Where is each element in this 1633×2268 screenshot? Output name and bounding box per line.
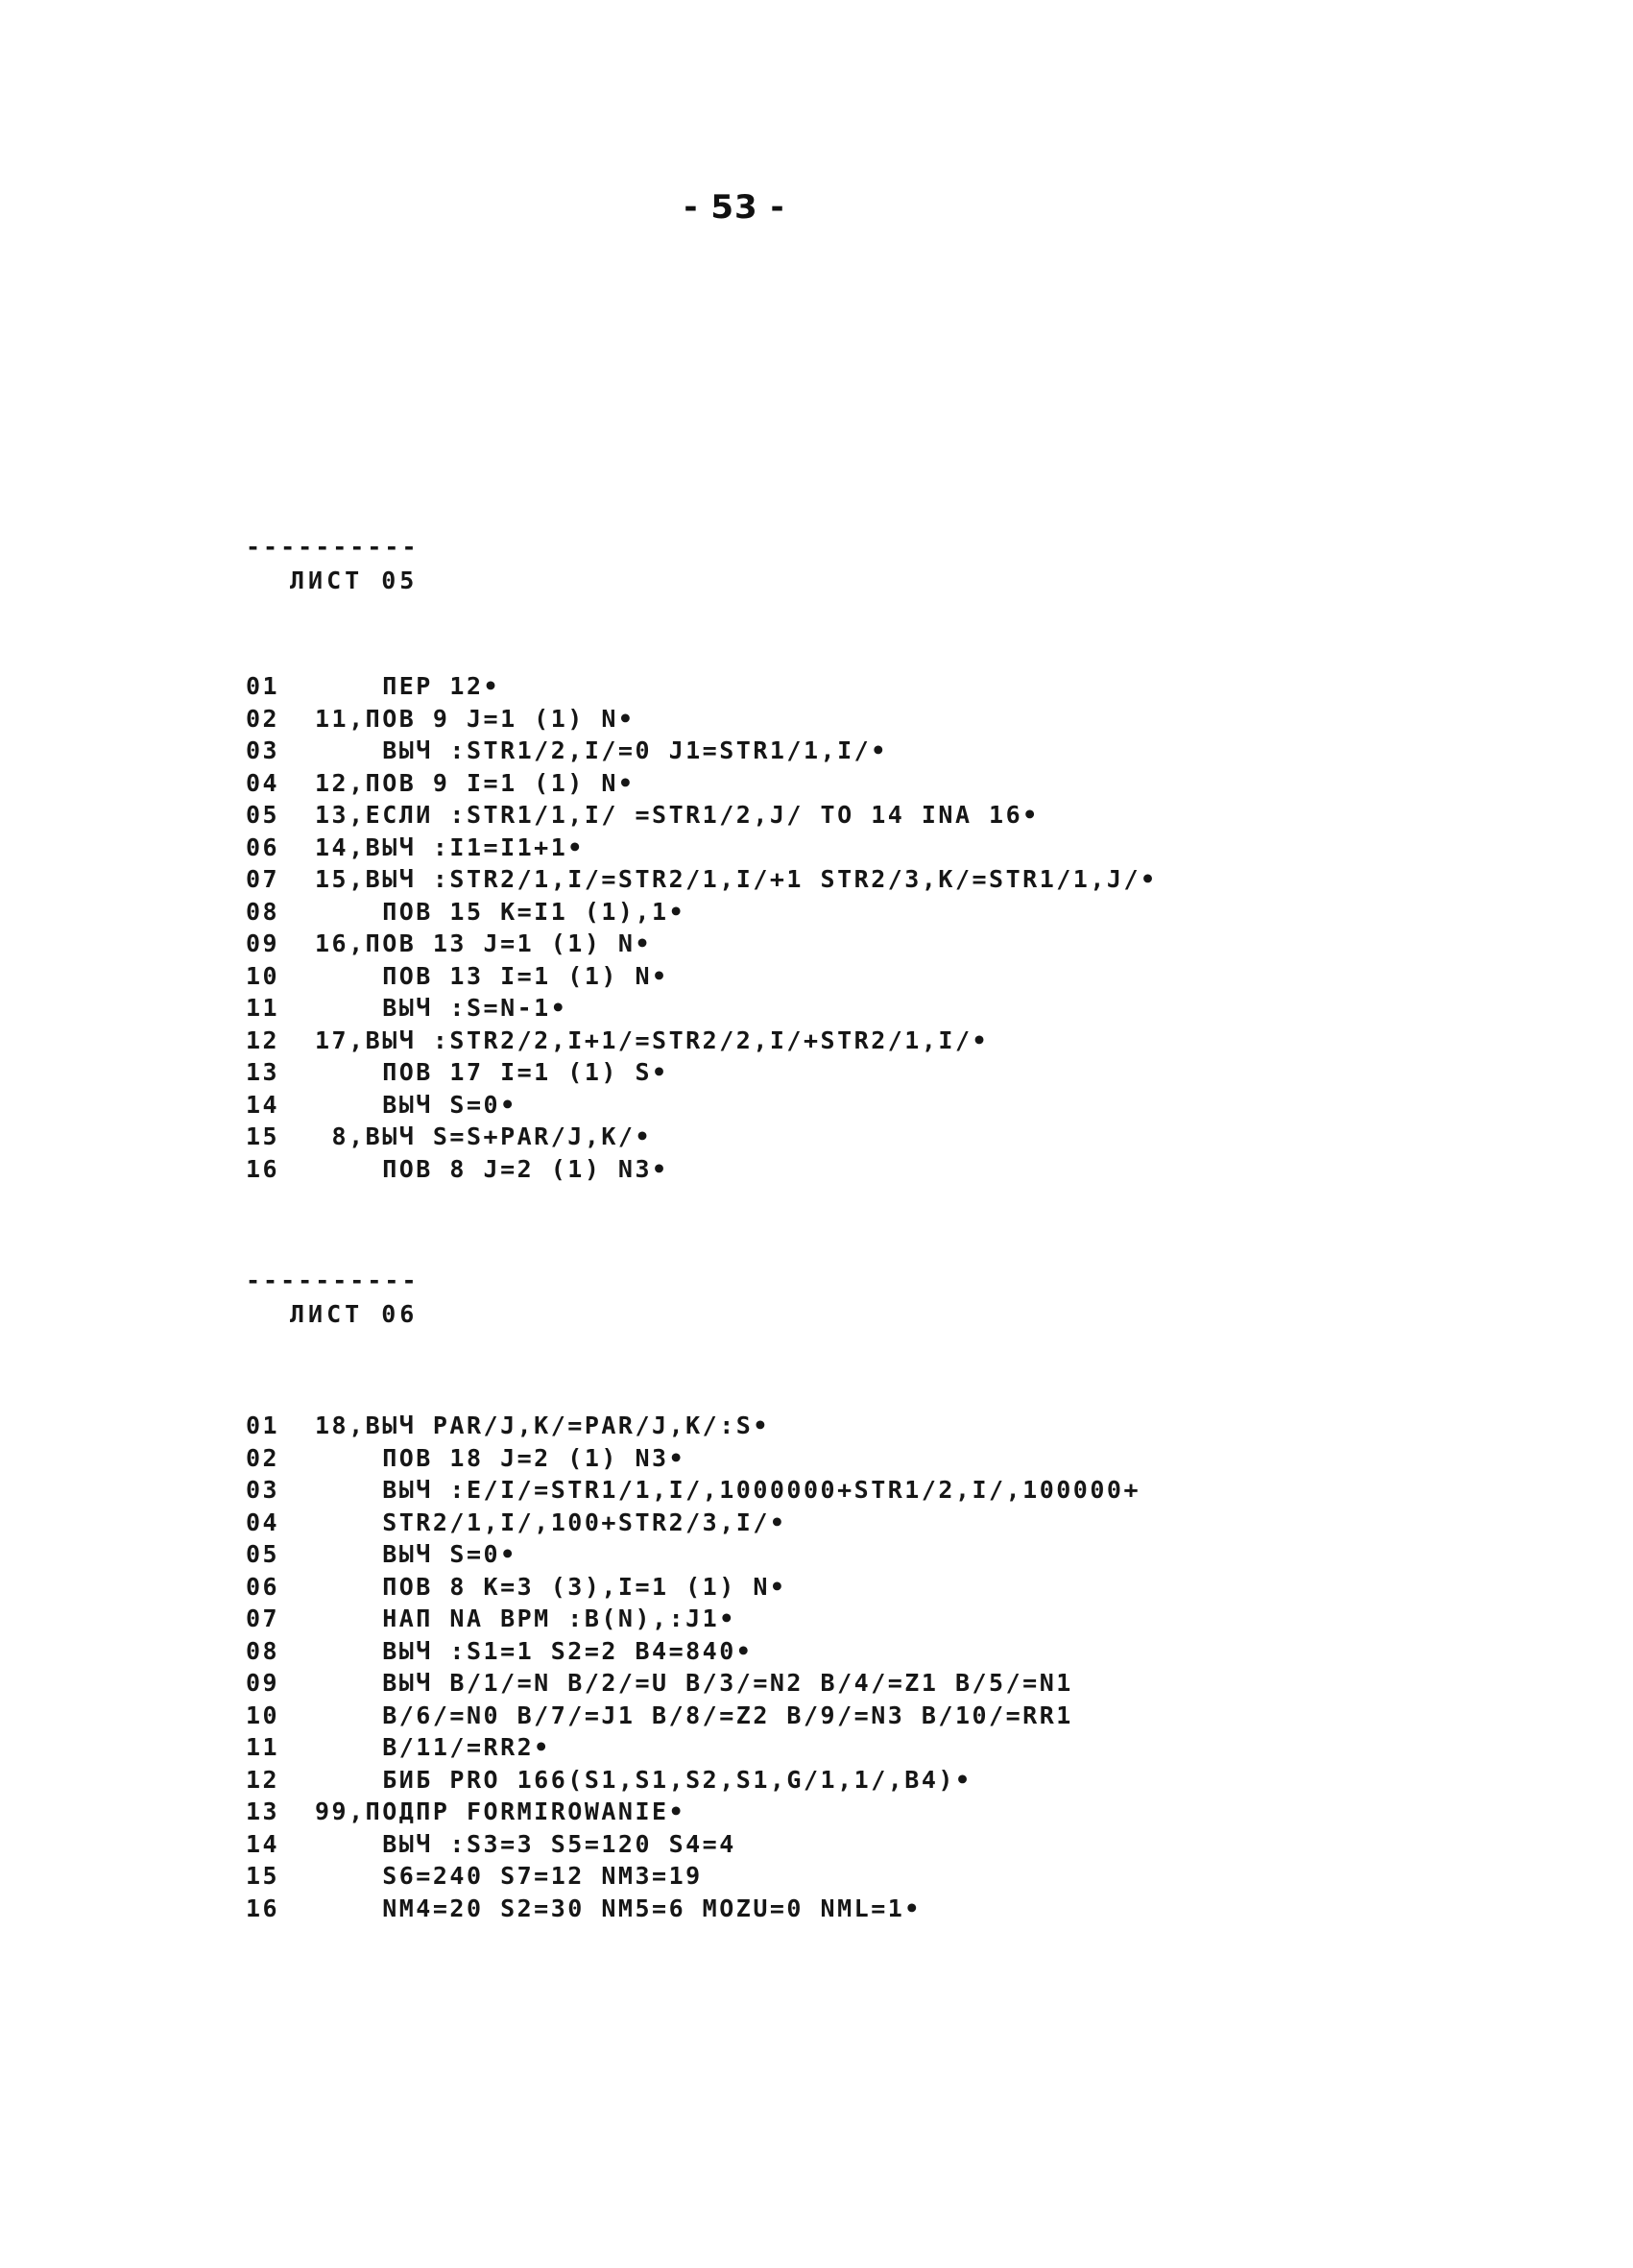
line-number: 08 — [246, 1636, 280, 1665]
code-line — [246, 1571, 1359, 1604]
line-number: 13 — [246, 1058, 280, 1086]
code-text: БИБ PRO 166(S1,S1,S2,S1,G/1,1/,B4)• — [315, 1765, 973, 1794]
code-text: ВЫЧ B/1/=N B/2/=U B/3/=N2 B/4/=Z1 B/5/=N1 — [315, 1669, 1073, 1697]
code-line — [246, 1025, 1359, 1057]
code-line — [246, 1507, 1359, 1539]
line-number: 03 — [246, 1476, 280, 1504]
line-number: 05 — [246, 1540, 280, 1568]
code-line — [246, 1828, 1359, 1861]
code-text: 11,ПОВ 9 J=1 (1) N• — [315, 704, 636, 733]
code-text: ВЫЧ :S1=1 S2=2 B4=840• — [315, 1636, 754, 1665]
code-text: 18,ВЫЧ PAR/J,K/=PAR/J,K/:S• — [315, 1411, 770, 1439]
line-number: 01 — [246, 672, 280, 700]
code-line — [246, 1056, 1359, 1089]
line-number: 09 — [246, 1669, 280, 1697]
code-line — [246, 1860, 1359, 1893]
code-text: ПОВ 8 K=3 (3),I=1 (1) N• — [315, 1572, 787, 1601]
code-line — [246, 960, 1359, 993]
code-line — [246, 1442, 1359, 1475]
listing-sheet-05 — [246, 534, 1359, 1185]
code-text: 15,ВЫЧ :STR2/1,I/=STR2/1,I/+1 STR2/3,K/=STR1/1,J/• — [315, 865, 1158, 893]
code-text: ВЫЧ S=0• — [315, 1540, 517, 1568]
code-line — [246, 1538, 1359, 1571]
code-text: S6=240 S7=12 NM3=19 — [315, 1862, 703, 1890]
code-line — [246, 896, 1359, 929]
code-line — [246, 767, 1359, 800]
code-text: STR2/1,I/,100+STR2/3,I/• — [315, 1508, 787, 1536]
code-text: ПОВ 17 I=1 (1) S• — [315, 1058, 669, 1086]
code-line — [246, 1796, 1359, 1828]
code-text: 99,ПОДПР FORMIROWANIE• — [315, 1798, 686, 1825]
line-number: 08 — [246, 897, 280, 926]
separator-line: ---------- — [246, 1267, 420, 1294]
code-line — [246, 1764, 1359, 1797]
code-text: NM4=20 S2=30 NM5=6 MOZU=0 NML=1• — [315, 1894, 922, 1922]
line-number: 10 — [246, 1701, 280, 1729]
line-number: 02 — [246, 704, 280, 733]
code-line — [246, 1603, 1359, 1635]
line-number: 09 — [246, 929, 280, 957]
line-number: 11 — [246, 1733, 280, 1761]
code-text: 8,ВЫЧ S=S+PAR/J,K/• — [315, 1122, 653, 1150]
line-number: 12 — [246, 1025, 280, 1054]
line-number: 15 — [246, 1122, 280, 1150]
line-number: 01 — [246, 1411, 280, 1439]
line-number: 11 — [246, 994, 280, 1022]
code-line — [246, 1731, 1359, 1764]
code-text: ПЕР 12• — [315, 672, 501, 700]
code-text: 16,ПОВ 13 J=1 (1) N• — [315, 929, 653, 957]
line-number: 16 — [246, 1894, 280, 1922]
code-text: 17,ВЫЧ :STR2/2,I+1/=STR2/2,I/+STR2/1,I/• — [315, 1025, 990, 1054]
code-text: ВЫЧ :S=N-1• — [315, 994, 568, 1022]
sheet-title: ЛИСТ 06 — [290, 1300, 419, 1328]
sheet-title: ЛИСТ 05 — [290, 567, 419, 594]
line-number: 06 — [246, 1572, 280, 1601]
code-text: ПОВ 13 I=1 (1) N• — [315, 961, 669, 990]
code-line — [246, 1635, 1359, 1668]
line-number: 15 — [246, 1862, 280, 1890]
code-line — [246, 1410, 1359, 1442]
code-text: B/11/=RR2• — [315, 1733, 551, 1761]
line-number: 04 — [246, 768, 280, 797]
code-text: ПОВ 15 K=I1 (1),1• — [315, 897, 686, 926]
line-number: 07 — [246, 865, 280, 893]
line-number: 06 — [246, 832, 280, 861]
code-lines — [246, 1410, 1359, 1924]
code-text: B/6/=N0 B/7/=J1 B/8/=Z2 B/9/=N3 B/10/=RR1 — [315, 1701, 1073, 1729]
code-text: ВЫЧ S=0• — [315, 1090, 517, 1119]
code-line — [246, 1089, 1359, 1122]
code-text: ПОВ 8 J=2 (1) N3• — [315, 1154, 669, 1183]
line-number: 14 — [246, 1090, 280, 1119]
line-number: 12 — [246, 1765, 280, 1794]
code-text: ПОВ 18 J=2 (1) N3• — [315, 1443, 686, 1472]
code-line — [246, 735, 1359, 767]
line-number: 10 — [246, 961, 280, 990]
code-line — [246, 1474, 1359, 1507]
code-text: ВЫЧ :E/I/=STR1/1,I/,1000000+STR1/2,I/,100000+ — [315, 1476, 1141, 1504]
line-number: 05 — [246, 801, 280, 829]
line-number: 14 — [246, 1829, 280, 1858]
line-number: 02 — [246, 1443, 280, 1472]
code-line — [246, 1667, 1359, 1700]
line-number: 07 — [246, 1604, 280, 1632]
code-lines — [246, 670, 1359, 1185]
page-number: - 53 - — [684, 188, 785, 227]
code-text: 12,ПОВ 9 I=1 (1) N• — [315, 768, 636, 797]
code-text: ВЫЧ :S3=3 S5=120 S4=4 — [315, 1829, 736, 1858]
listing-sheet-06 — [246, 1267, 1359, 1924]
code-line — [246, 992, 1359, 1025]
code-text: НАП NA ВРМ :B(N),:J1• — [315, 1604, 736, 1632]
code-text: 13,ЕСЛИ :STR1/1,I/ =STR1/2,J/ TO 14 INA 16• — [315, 801, 1040, 829]
code-line — [246, 863, 1359, 896]
code-line — [246, 1700, 1359, 1732]
code-line — [246, 1121, 1359, 1153]
code-line — [246, 670, 1359, 703]
code-text: ВЫЧ :STR1/2,I/=0 J1=STR1/1,I/• — [315, 736, 888, 764]
code-line — [246, 928, 1359, 960]
line-number: 04 — [246, 1508, 280, 1536]
code-text: 14,ВЫЧ :I1=I1+1• — [315, 832, 585, 861]
code-line — [246, 703, 1359, 736]
code-line — [246, 799, 1359, 832]
code-line — [246, 1153, 1359, 1186]
separator-line: ---------- — [246, 533, 420, 561]
line-number: 16 — [246, 1154, 280, 1183]
line-number: 13 — [246, 1798, 280, 1825]
code-line — [246, 1893, 1359, 1925]
line-number: 03 — [246, 736, 280, 764]
code-line — [246, 832, 1359, 864]
